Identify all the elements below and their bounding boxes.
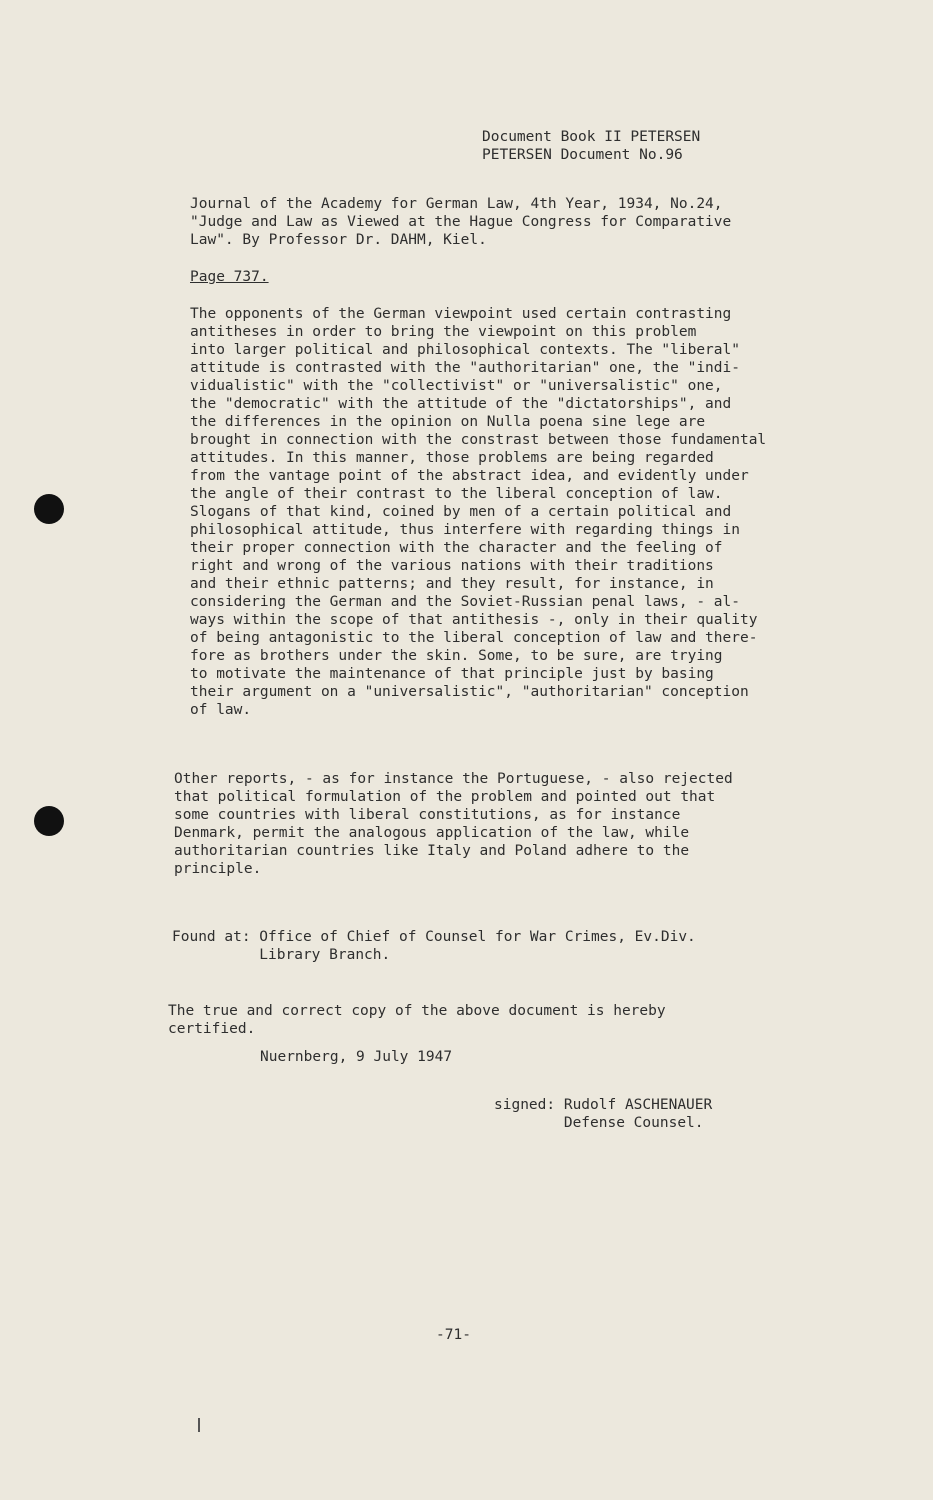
text-line: Library Branch. <box>172 947 391 963</box>
text-line: that political formulation of the problem and pointed out that <box>174 789 716 805</box>
page-reference: Page 737. <box>190 269 269 285</box>
text-line: their proper connection with the character and the feeling of <box>190 540 723 556</box>
text-line: The true and correct copy of the above document is hereby <box>168 1003 666 1019</box>
text-line: antitheses in order to bring the viewpoint on this problem <box>190 324 697 340</box>
paragraph-1 <box>190 305 766 719</box>
place-date: Nuernberg, 9 July 1947 <box>260 1049 453 1065</box>
citation-line: Journal of the Academy for German Law, 4th Year, 1934, No.24, <box>190 196 723 212</box>
paragraph-2 <box>174 770 733 878</box>
text-line: the angle of their contrast to the liberal conception of law. <box>190 486 723 502</box>
text-line: Found at: Office of Chief of Counsel for War Crimes, Ev.Div. <box>172 929 696 945</box>
signature-line: Defense Counsel. <box>494 1115 704 1131</box>
punch-hole <box>34 494 64 524</box>
certification <box>168 1002 666 1038</box>
text-line: Slogans of that kind, coined by men of a certain political and <box>190 504 732 520</box>
text-line: of being antagonistic to the liberal conception of law and there- <box>190 630 758 646</box>
text-line: certified. <box>168 1021 256 1037</box>
text-line: considering the German and the Soviet-Russian penal laws, - al- <box>190 594 740 610</box>
text-line: principle. <box>174 861 262 877</box>
found-at-note <box>172 928 696 964</box>
text-line: authoritarian countries like Italy and Poland adhere to the <box>174 843 690 859</box>
text-line: philosophical attitude, thus interfere with regarding things in <box>190 522 740 538</box>
text-line: the "democratic" with the attitude of the "dictatorships", and <box>190 396 732 412</box>
text-line: The opponents of the German viewpoint used certain contrasting <box>190 306 732 322</box>
margin-mark <box>198 1418 200 1432</box>
text-line: ways within the scope of that antithesis -, only in their quality <box>190 612 758 628</box>
text-line: attitudes. In this manner, those problems are being regarded <box>190 450 714 466</box>
citation-line: Law". By Professor Dr. DAHM, Kiel. <box>190 232 487 248</box>
text-line: right and wrong of the various nations with their traditions <box>190 558 714 574</box>
document-header <box>482 128 700 164</box>
text-line: fore as brothers under the skin. Some, to be sure, are trying <box>190 648 723 664</box>
text-line: Denmark, permit the analogous application of the law, while <box>174 825 690 841</box>
text-line: vidualistic" with the "collectivist" or "universalistic" one, <box>190 378 723 394</box>
page-number: -71- <box>436 1327 471 1343</box>
text-line: brought in connection with the constrast between those fundamental <box>190 432 767 448</box>
header-line: PETERSEN Document No.96 <box>482 147 683 163</box>
text-line: the differences in the opinion on Nulla poena sine lege are <box>190 414 706 430</box>
signature-line: signed: Rudolf ASCHENAUER <box>494 1097 713 1113</box>
text-line: into larger political and philosophical contexts. The "liberal" <box>190 342 740 358</box>
text-line: their argument on a "universalistic", "authoritarian" conception <box>190 684 749 700</box>
text-line: from the vantage point of the abstract idea, and evidently under <box>190 468 749 484</box>
citation <box>190 195 731 249</box>
text-line: of law. <box>190 702 252 718</box>
text-line: some countries with liberal constitutions, as for instance <box>174 807 681 823</box>
text-line: attitude is contrasted with the "authoritarian" one, the "indi- <box>190 360 740 376</box>
text-line: to motivate the maintenance of that principle just by basing <box>190 666 714 682</box>
header-line: Document Book II PETERSEN <box>482 129 701 145</box>
text-line: Other reports, - as for instance the Portuguese, - also rejected <box>174 771 733 787</box>
punch-hole <box>34 806 64 836</box>
signature-block <box>494 1096 712 1132</box>
citation-line: "Judge and Law as Viewed at the Hague Congress for Comparative <box>190 214 732 230</box>
text-line: and their ethnic patterns; and they result, for instance, in <box>190 576 714 592</box>
